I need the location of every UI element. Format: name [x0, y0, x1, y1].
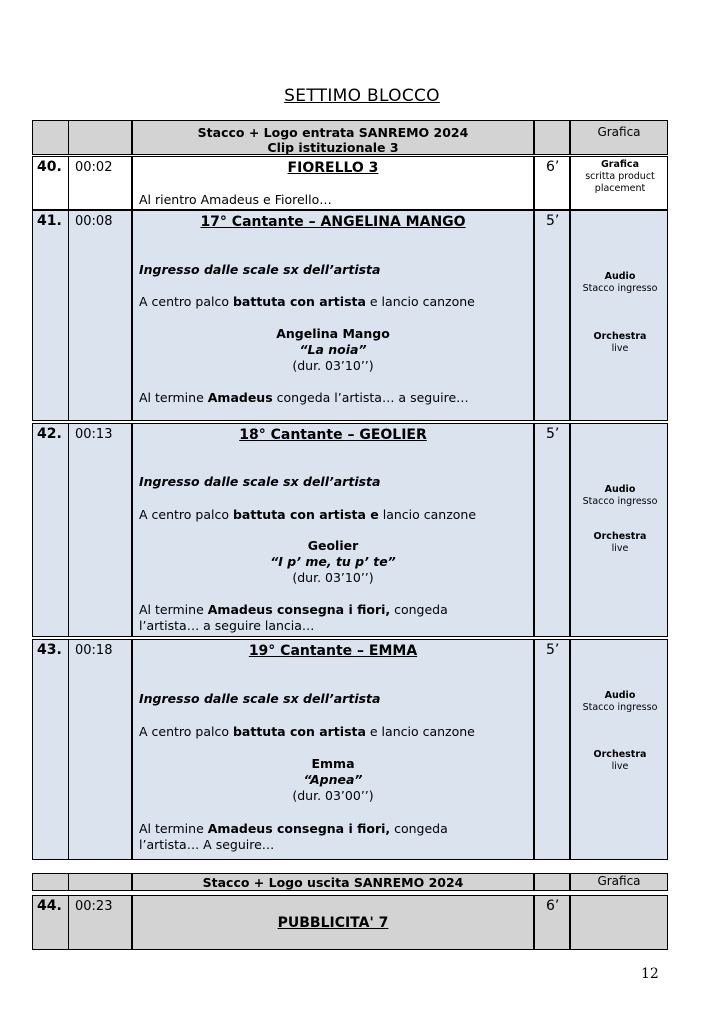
table-row	[32, 639, 668, 860]
row-time: 00:23	[68, 896, 131, 949]
table-row	[32, 210, 668, 421]
row-duration: 5’	[533, 424, 569, 636]
row-side-notes: Audio Stacco ingresso Orchestra live	[569, 424, 667, 636]
song-duration: (dur. 03’00’’)	[292, 788, 374, 803]
launch-text: A centro palco battuta con artista e lancio canzone	[139, 724, 475, 739]
table-row	[32, 156, 668, 210]
artist-name: Emma	[311, 756, 355, 771]
row-duration: 6’	[533, 157, 569, 209]
song-title: “I p’ me, tu p’ te”	[270, 554, 396, 569]
end-text-line2: l’artista… a seguire lancia…	[139, 618, 315, 633]
song-duration: (dur. 03’10’’)	[292, 358, 374, 373]
entry-text: Ingresso dalle scale sx dell’artista	[139, 474, 381, 489]
row-duration: 6’	[533, 896, 569, 949]
row-content	[131, 211, 533, 420]
row-content	[131, 157, 533, 209]
launch-text: A centro palco battuta con artista e lancio canzone	[139, 507, 477, 522]
end-text-line2: l’artista… A seguire…	[139, 837, 275, 852]
row-time: 00:08	[68, 211, 131, 420]
header-text: Stacco + Logo uscita SANREMO 2024	[131, 874, 533, 890]
header-grafica: Grafica	[569, 874, 667, 890]
segment-title: FIORELLO 3	[287, 160, 379, 176]
song-title: “Apnea”	[303, 772, 363, 787]
segment-title: 17° Cantante – ANGELINA MANGO	[200, 214, 466, 230]
row-number: 44.	[37, 898, 62, 914]
row-number: 42.	[37, 426, 62, 442]
header-row-entrata	[32, 120, 668, 155]
row-time: 00:02	[68, 157, 131, 209]
row-content	[131, 640, 533, 859]
launch-text: A centro palco battuta con artista e lancio canzone	[139, 294, 475, 309]
row-duration: 5’	[533, 640, 569, 859]
end-text: Al termine Amadeus congeda l’artista… a seguire…	[139, 390, 469, 405]
header-text: Stacco + Logo entrata SANREMO 2024 Clip istituzionale 3	[131, 121, 533, 154]
segment-title: 19° Cantante – EMMA	[248, 643, 418, 659]
artist-name: Angelina Mango	[276, 326, 390, 341]
entry-text: Ingresso dalle scale sx dell’artista	[139, 691, 381, 706]
page-number: 12	[641, 966, 659, 982]
row-number: 41.	[37, 213, 62, 229]
block-title: SETTIMO BLOCCO	[284, 86, 440, 106]
row-side-notes: Audio Stacco ingresso Orchestra live	[569, 211, 667, 420]
row-content	[131, 424, 533, 636]
end-text: Al termine Amadeus consegna i fiori, congeda	[139, 602, 448, 617]
header-row-uscita	[32, 873, 668, 891]
end-text: Al termine Amadeus consegna i fiori, congeda	[139, 821, 448, 836]
row-number: 40.	[37, 159, 62, 175]
song-duration: (dur. 03’10’’)	[292, 570, 374, 585]
header-grafica: Grafica	[569, 121, 667, 154]
row-time: 00:18	[68, 640, 131, 859]
row-side-notes: Audio Stacco ingresso Orchestra live	[569, 640, 667, 859]
table-row	[32, 895, 668, 950]
row-text: Al rientro Amadeus e Fiorello…	[139, 192, 332, 207]
table-row	[32, 423, 668, 637]
row-side-notes: Grafica scritta product placement	[569, 157, 667, 209]
row-number: 43.	[37, 642, 62, 658]
entry-text: Ingresso dalle scale sx dell’artista	[139, 262, 381, 277]
song-title: “La noia”	[299, 342, 367, 357]
row-time: 00:13	[68, 424, 131, 636]
segment-title: PUBBLICITA' 7	[131, 896, 533, 949]
artist-name: Geolier	[307, 538, 359, 553]
row-duration: 5’	[533, 211, 569, 420]
segment-title: 18° Cantante – GEOLIER	[239, 427, 427, 443]
